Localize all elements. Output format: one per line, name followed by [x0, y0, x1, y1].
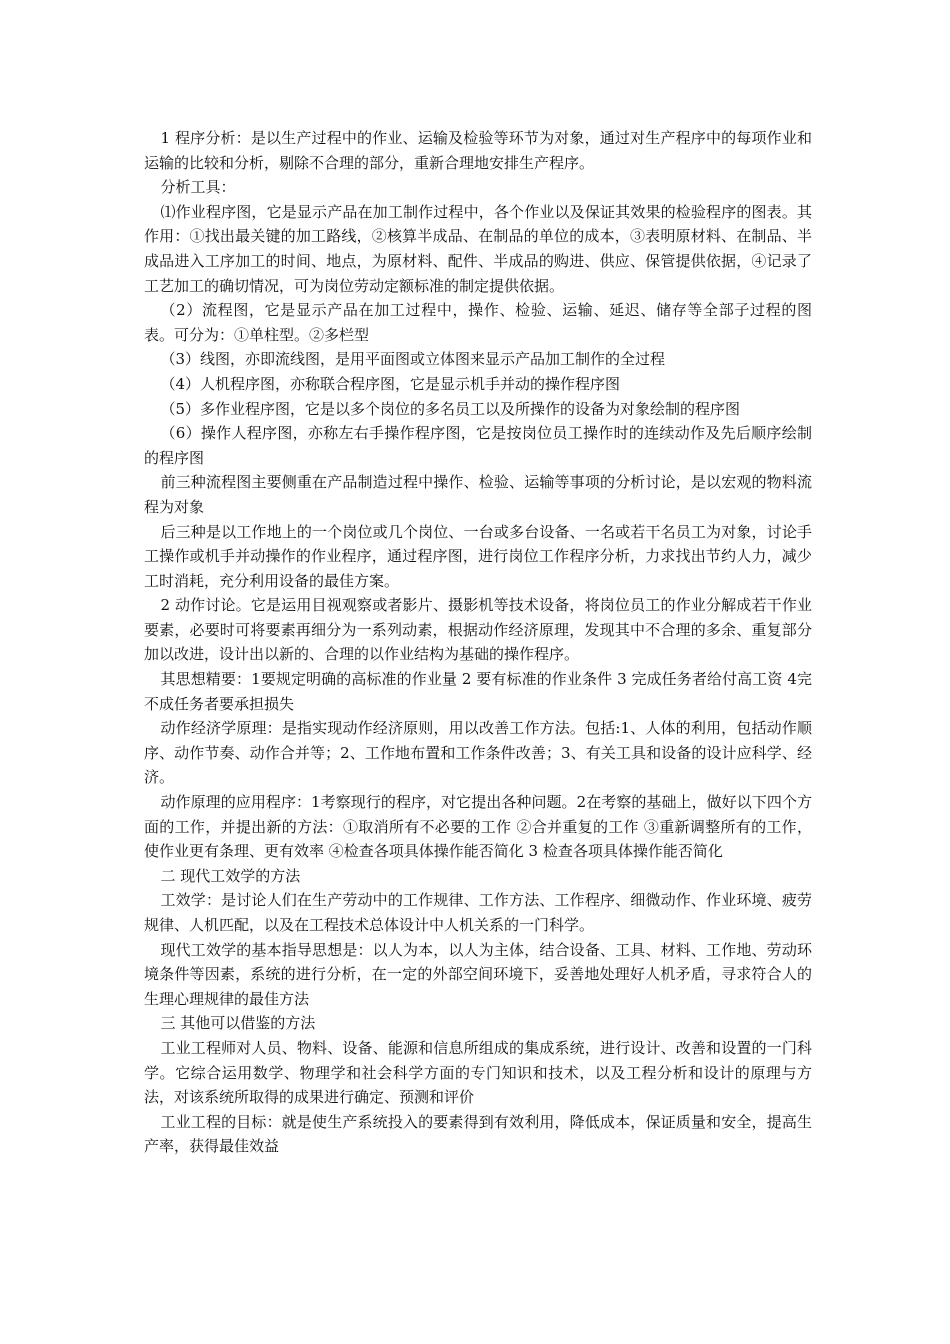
paragraph-operation-chart: ⑴作业程序图，它是显示产品在加工制作过程中，各个作业以及保证其效果的检验程序的图表。其作用：①找出最关键的加工路线，②核算半成品、在制品的单位的成本，③表明原材料、在制品、半成品进入工序加工的时间、地点，为原材料、配件、半成品的购进、供应、保管提供依据，④记录了工艺加工的确切情况，可为岗位劳动定额标准的制定提供依据。 — [144, 202, 812, 295]
paragraph-analysis-tools: 分析工具： — [160, 178, 236, 197]
paragraph-industrial-engineering: 工业工程师对人员、物料、设备、能源和信息所组成的集成系统，进行设计、改善和设置的一门科学。它综合运用数学、物理学和社会科学方面的专门知识和技术，以及工程分析和设计的原理与方法，对该系统所取得的成果进行确定、预测和评价 — [144, 1038, 812, 1107]
paragraph-line-chart: （3）线图，亦即流线图，是用平面图或立体图来显示产品加工制作的全过程 — [160, 350, 666, 369]
heading-ergonomics: 二 现代工效学的方法 — [160, 866, 301, 885]
paragraph-multi-activity-chart: （5）多作业程序图，它是以多个岗位的多名员工以及所操作的设备为对象绘制的程序图 — [160, 399, 741, 418]
paragraph-motion-study: 2 动作讨论。它是运用目视观察或者影片、摄影机等技术设备，将岗位员工的作业分解成若干作业要素，必要时可将要素再细分为一系列动素，根据动作经济原理，发现其中不合理的多余、重复部分加以改进，设计出以新的、合理的以作业结构为基础的操作程序。 — [144, 596, 812, 664]
paragraph-ie-goal: 工业工程的目标：就是使生产系统投入的要素得到有效利用，降低成本，保证质量和安全，提高生产率，获得最佳效益 — [144, 1112, 812, 1156]
paragraph-man-machine-chart: （4）人机程序图，亦称联合程序图，它是显示机手并动的操作程序图 — [160, 374, 621, 393]
paragraph-motion-economy: 动作经济学原理：是指实现动作经济原则，用以改善工作方法。包括:1、人体的利用，包括动作顺序、动作节奏、动作合并等；2、工作地布置和工作条件改善；3、有关工具和设备的设计应科学、经济。 — [144, 719, 812, 787]
heading-other-methods: 三 其他可以借鉴的方法 — [160, 1014, 316, 1033]
paragraph-last-three: 后三种是以工作地上的一个岗位或几个岗位、一台或多台设备、一名或若干名员工为对象，讨论手工操作或机手并动操作的作业程序，通过程序图，进行岗位工作程序分析，力求找出节约人力，减少工时消耗，充分利用设备的最佳方案。 — [144, 522, 812, 590]
paragraph-ergonomics-philosophy: 现代工效学的基本指导思想是：以人为本，以人为主体，结合设备、工具、材料、工作地、劳动环境条件等因素，系统的进行分析，在一定的外部空间环境下，妥善地处理好人机矛盾，寻求符合人的生理心理规律的最佳方法 — [144, 940, 812, 1008]
paragraph-ergonomics-definition: 工效学：是讨论人们在生产劳动中的工作规律、工作方法、工作程序、细微动作、作业环境、疲劳规律、人机匹配，以及在工程技术总体设计中人机关系的一门科学。 — [144, 891, 812, 934]
paragraph-program-analysis: 1 程序分析：是以生产过程中的作业、运输及检验等环节为对象，通过对生产程序中的每项作业和运输的比较和分析，剔除不合理的部分，重新合理地安排生产程序。 — [144, 129, 812, 172]
paragraph-application-procedure: 动作原理的应用程序：1考察现行的程序，对它提出各种问题。2在考察的基础上，做好以下四个方面的工作，并提出新的方法：①取消所有不必要的工作 ②合并重复的工作 ③重新调整所有的工作，使作业更有条理、更有效率 ④检查各项具体操作能否简化 3 检查各项具体操作能否简化 — [144, 793, 812, 861]
paragraph-key-ideas: 其思想精要：1要规定明确的高标准的作业量 2 要有标准的作业条件 3 完成任务者给付高工资 4完不成任务者要承担损失 — [144, 670, 812, 713]
paragraph-flow-chart: （2）流程图，它是显示产品在加工过程中，操作、检验、运输、延迟、储存等全部子过程的图表。可分为：①单柱型。②多栏型 — [144, 301, 812, 344]
paragraph-first-three: 前三种流程图主要侧重在产品制造过程中操作、检验、运输等事项的分析讨论，是以宏观的物料流程为对象 — [144, 473, 812, 516]
paragraph-operator-chart: （6）操作人程序图，亦称左右手操作程序图，它是按岗位员工操作时的连续动作及先后顺序绘制的程序图 — [144, 424, 812, 467]
